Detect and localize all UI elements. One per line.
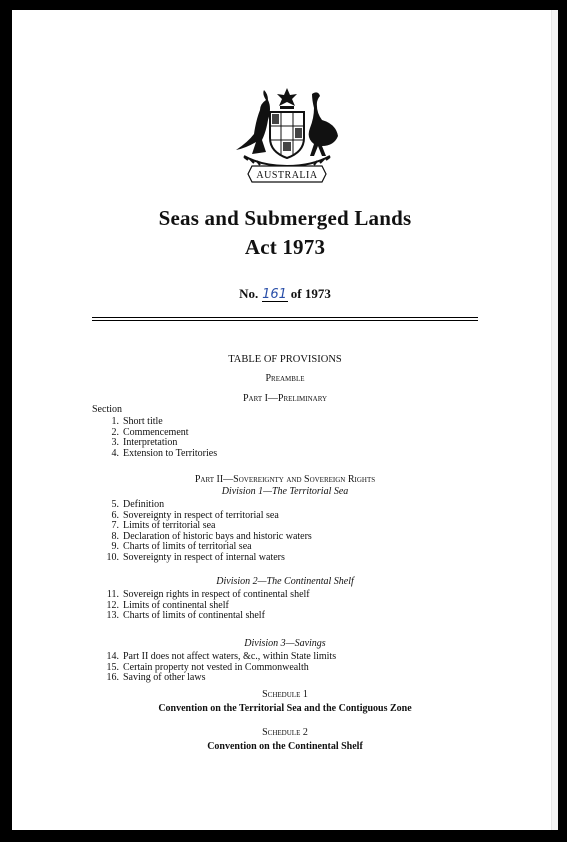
toc-heading: TABLE OF PROVISIONS bbox=[228, 354, 342, 365]
list-item: 1. Short title bbox=[111, 416, 163, 427]
toc-division-2: Division 2—The Continental Shelf bbox=[216, 576, 354, 587]
division-3-list bbox=[92, 652, 336, 684]
toc-part-2: Part II—Sovereignty and Sovereign Rights bbox=[194, 474, 376, 485]
list-item: 14. Part II does not affect waters, &c., within State limits bbox=[106, 651, 337, 662]
crest-banner-text: AUSTRALIA bbox=[256, 170, 318, 181]
act-title-line-2: Act 1973 bbox=[244, 235, 326, 259]
toc-division-1: Division 1—The Territorial Sea bbox=[221, 486, 349, 497]
list-item: 16. Saving of other laws bbox=[106, 672, 206, 683]
act-number-suffix: of 1973 bbox=[290, 286, 331, 301]
toc-part-1: Part I—Preliminary bbox=[242, 393, 328, 404]
list-item: 15. Certain property not vested in Commonwealth bbox=[106, 661, 309, 673]
act-number-prefix: No. bbox=[239, 286, 259, 301]
list-item: 13. Charts of limits of continental shelf bbox=[106, 610, 265, 621]
list-item: 5. Definition bbox=[111, 499, 165, 510]
act-title-line-1: Seas and Submerged Lands bbox=[158, 206, 412, 230]
list-item: 4. Extension to Territories bbox=[111, 447, 218, 459]
list-item: 6. Sovereignty in respect of territorial sea bbox=[111, 509, 279, 521]
divider-rule-bottom bbox=[92, 320, 478, 321]
list-item: 12. Limits of continental shelf bbox=[106, 599, 229, 611]
list-item: 7. Limits of territorial sea bbox=[111, 520, 216, 531]
section-column-label: Section bbox=[92, 404, 122, 415]
toc-schedule-1: Schedule 1 bbox=[262, 689, 308, 700]
list-item: 10. Sovereignty in respect of internal waters bbox=[106, 551, 285, 563]
toc-division-3: Division 3—Savings bbox=[244, 638, 326, 649]
list-item: 2. Commencement bbox=[111, 426, 189, 438]
list-item: 8. Declaration of historic bays and historic waters bbox=[111, 530, 312, 542]
document-page bbox=[12, 10, 558, 830]
list-item: 9. Charts of limits of territorial sea bbox=[111, 541, 252, 552]
list-item: 11. Sovereign rights in respect of continental shelf bbox=[106, 589, 310, 600]
act-number-handwritten: 161 bbox=[262, 287, 287, 302]
division-2-list bbox=[92, 590, 310, 622]
toc-schedule-1-title: Convention on the Territorial Sea and the Contiguous Zone bbox=[158, 703, 412, 714]
list-item: 3. Interpretation bbox=[111, 437, 178, 448]
part-1-list bbox=[92, 417, 217, 459]
toc-schedule-2-title: Convention on the Continental Shelf bbox=[207, 741, 363, 752]
division-1-list bbox=[92, 500, 312, 563]
toc-preamble: Preamble bbox=[265, 373, 305, 384]
act-number bbox=[12, 286, 558, 302]
toc-schedule-2: Schedule 2 bbox=[262, 727, 308, 738]
coat-of-arms-icon bbox=[222, 86, 352, 186]
divider-rule-top bbox=[92, 317, 478, 318]
